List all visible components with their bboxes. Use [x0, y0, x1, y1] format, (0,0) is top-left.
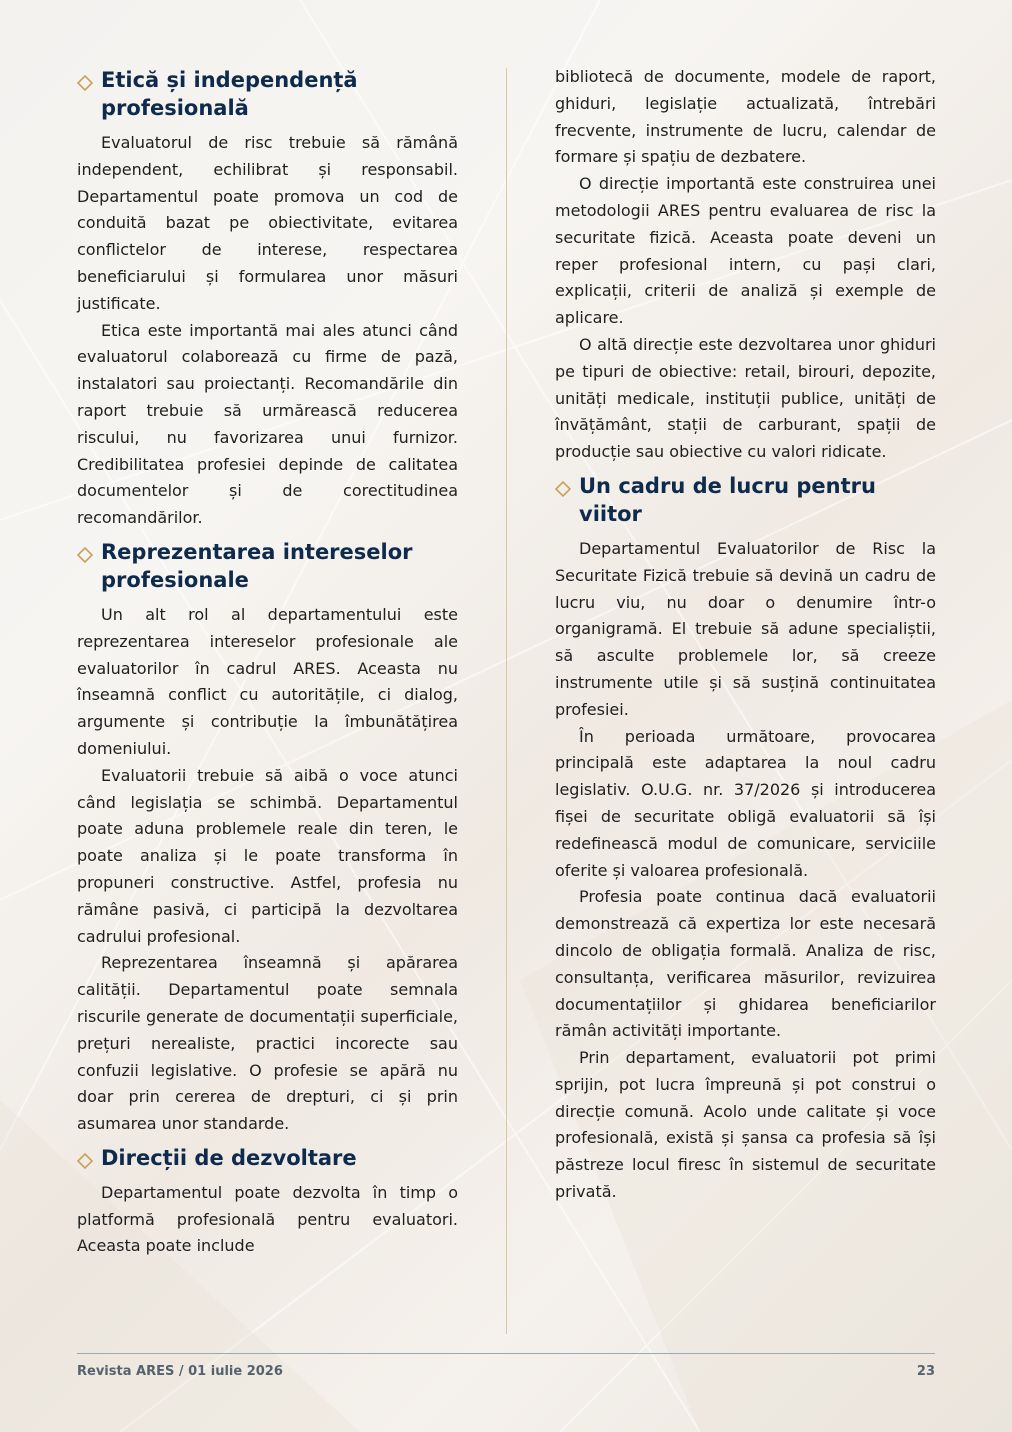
- diamond-outline-icon: [77, 547, 93, 563]
- section-heading-representation: [77, 538, 458, 594]
- diamond-outline-icon: [555, 481, 571, 497]
- paragraph: Departamentul Evaluatorilor de Risc la Securitate Fizică trebuie să devină un cadru de lucru viu, nu doar o denumire într-o organigramă. El trebuie să adune specialiștii, să asculte problemele lor, să creeze instrumente utile și să susțină continuitatea profesiei.: [555, 538, 936, 719]
- paragraph: Reprezentarea înseamnă și apărarea calității. Departamentul poate semnala riscurile generate de documentații superficiale, prețuri nerealiste, practici incorecte sau confuzii legislative. O profesie se apără nu doar prin cererea de drepturi, ci și prin asumarea unor standarde.: [77, 953, 458, 1134]
- section-title: Un cadru de lucru pentru viitor: [579, 473, 876, 526]
- paragraph: Un alt rol al departamentului este reprezentarea intereselor profesionale ale evaluatorilor în cadrul ARES. Aceasta nu înseamnă conflict cu autoritățile, ci dialog, argumente și contribuție la îmbunătățirea domeniului.: [77, 604, 458, 758]
- section-title: Reprezentarea intereselor profesionale: [101, 539, 413, 592]
- paragraph: Prin departament, evaluatorii pot primi sprijin, pot lucra împreună și pot construi o direcție comună. Acolo unde calitate și voce profesională, există și șansa ca profesia să își păstreze locul firesc în sistemul de securitate privată.: [555, 1048, 936, 1202]
- left-column: [77, 64, 458, 1260]
- diamond-outline-icon: [77, 1153, 93, 1169]
- page-number: 23: [916, 1364, 935, 1379]
- paragraph: În perioada următoare, provocarea principală este adaptarea la noul cadru legislativ. O.U.G. nr. 37/2026 și introducerea fișei de securitate obligă evaluatorii să își redefinească modul de comunicare, serviciile oferite și valoarea profesională.: [555, 726, 936, 880]
- section-heading-ethics: [77, 66, 458, 122]
- paragraph: Evaluatorii trebuie să aibă o voce atunci când legislația se schimbă. Departamentul poate aduna problemele reale din teren, le poate analiza și le poate transforma în propuneri constructive. Astfel, profesia nu rămâne pasivă, ci participă la dezvoltarea cadrului profesional.: [77, 765, 458, 946]
- section-heading-directions: [77, 1144, 458, 1172]
- paragraph: O altă direcție este dezvoltarea unor ghiduri pe tipuri de obiective: retail, birouri, depozite, unități medicale, instituții publice, unități de învățământ, stații de carburant, spații de producție sau obiective cu valori ridicate.: [555, 334, 936, 462]
- section-heading-future: [555, 472, 936, 528]
- paragraph-continuation: bibliotecă de documente, modele de raport, ghiduri, legislație actualizată, întrebări frecvente, instrumente de lucru, calendar de formare și spațiu de dezbatere.: [555, 67, 936, 167]
- paragraph: Profesia poate continua dacă evaluatorii demonstrează că expertiza lor este necesară dincolo de obligația formală. Analiza de risc, consultanța, verificarea măsurilor, revizuirea documentațiilor și ghidarea beneficiarilor rămân activități importante.: [555, 887, 936, 1041]
- paragraph: Evaluatorul de risc trebuie să rămână independent, echilibrat și responsabil. Departamentul poate promova un cod de conduită bazat pe obiectivitate, evitarea conflictelor de interese, respectarea beneficiarului și formularea unor măsuri justificate.: [77, 133, 458, 313]
- paragraph: O direcție importantă este construirea unei metodologii ARES pentru evaluarea de risc la securitate fizică. Aceasta poate deveni un reper profesional intern, cu pași clari, explicații, criterii de analiză și exemple de aplicare.: [555, 174, 936, 328]
- section-title: Etică și independență profesională: [101, 68, 358, 120]
- diamond-outline-icon: [77, 75, 93, 91]
- paragraph: Departamentul poate dezvolta în timp o platformă profesională pentru evaluatori. Aceasta poate include: [77, 1182, 458, 1256]
- right-column: [555, 64, 936, 1206]
- footer-publication: Revista ARES / 01 iulie 2026: [77, 1364, 283, 1379]
- footer-rule: [77, 1353, 935, 1354]
- section-title: Direcții de dezvoltare: [101, 1145, 357, 1170]
- paragraph: Etica este importantă mai ales atunci când evaluatorul colaborează cu firme de pază, instalatori sau proiectanți. Recomandările din raport trebuie să urmărească reducerea riscului, nu favorizarea unui furnizor. Credibilitatea profesiei depinde de calitatea documentelor și de corectitudinea recomandărilor.: [77, 320, 458, 528]
- column-divider: [506, 68, 507, 1334]
